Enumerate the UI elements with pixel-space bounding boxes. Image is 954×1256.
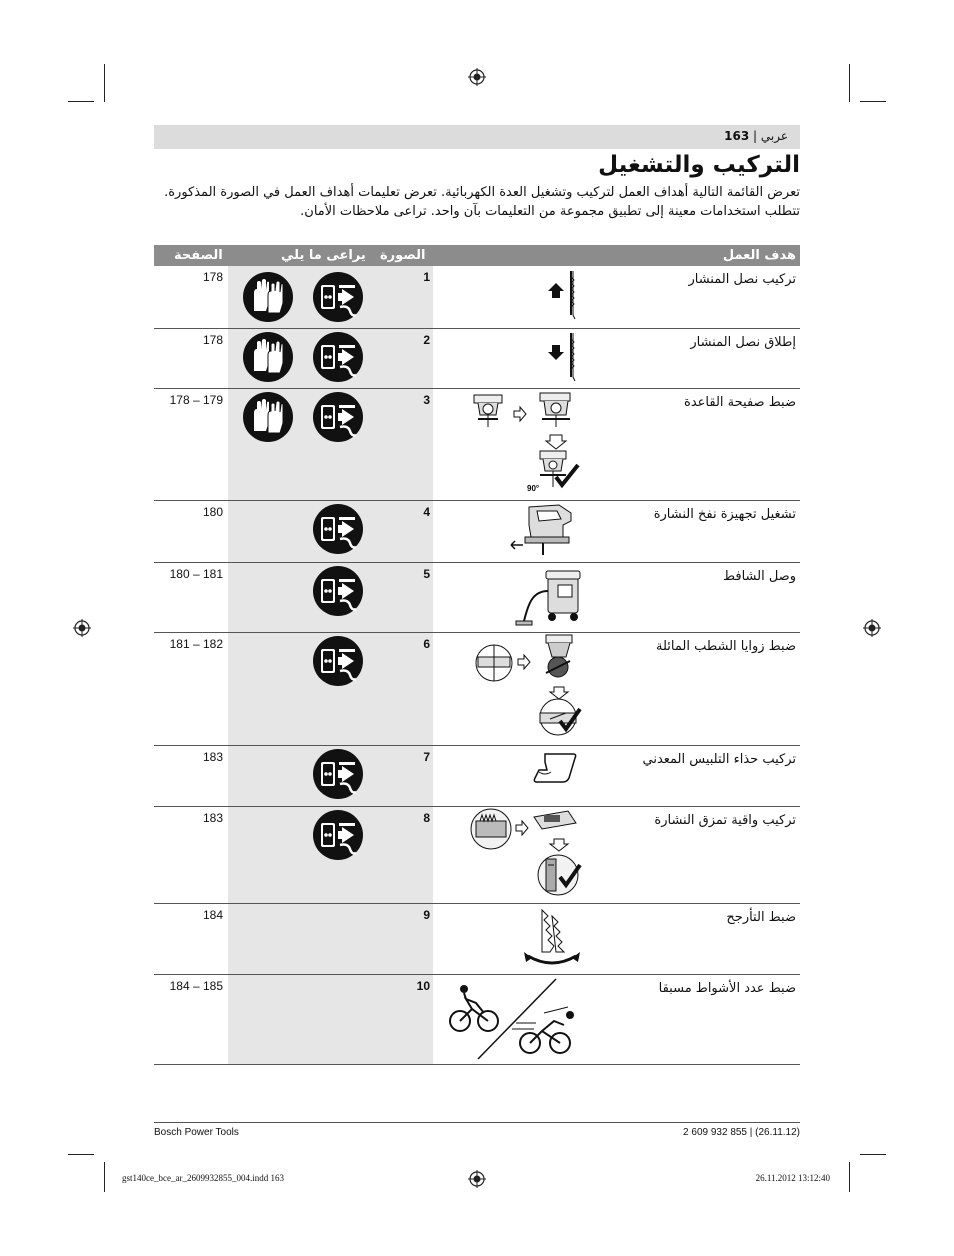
- crop-mark: [68, 1154, 94, 1155]
- task-label: تركيب واقية تمزق النشارة: [654, 813, 796, 828]
- page-ref: 178: [202, 270, 223, 284]
- unplug-icon: [312, 809, 364, 861]
- figure-number: 6: [423, 637, 430, 651]
- task-label: تركيب حذاء التلبيس المعدني: [642, 752, 796, 767]
- page-ref: 178: [202, 333, 223, 347]
- figure-number: 9: [423, 908, 430, 922]
- figure-number: 2: [423, 333, 430, 347]
- figure-number: 5: [423, 567, 430, 581]
- table-row: [154, 904, 800, 975]
- header-language: عربي: [760, 129, 788, 143]
- unplug-icon: [312, 503, 364, 555]
- unplug-icon: [312, 391, 364, 443]
- blade-insert-icon: [539, 269, 589, 323]
- table-row: [154, 266, 800, 329]
- page-title: التركيب والتشغيل: [598, 152, 800, 178]
- page-ref: 184: [202, 908, 223, 922]
- unplug-icon: [312, 635, 364, 687]
- footer-doc-number: 2 609 932 855 | (26.11.12): [683, 1127, 800, 1138]
- unplug-icon: [312, 271, 364, 323]
- crop-mark: [68, 101, 94, 102]
- task-label: إطلاق نصل المنشار: [690, 335, 796, 350]
- unplug-icon: [312, 748, 364, 800]
- table-row: [154, 389, 800, 501]
- registration-mark-icon: [73, 619, 91, 637]
- figure-number: 7: [423, 750, 430, 764]
- task-label: وصل الشافط: [723, 569, 796, 584]
- bevel-angle-icon: [474, 633, 584, 741]
- page-ref: 183: [202, 750, 223, 764]
- page-ref: 178 – 179: [169, 393, 223, 407]
- table-row: [154, 563, 800, 633]
- crop-mark: [860, 1154, 886, 1155]
- header-text: عربي | 163: [724, 129, 788, 143]
- registration-mark-icon: [468, 68, 486, 86]
- figure-number: 1: [423, 270, 430, 284]
- crop-mark: [104, 1162, 105, 1192]
- figure-number: 10: [416, 979, 430, 993]
- gloves-icon: [242, 271, 294, 323]
- column-header-task: هدف العمل: [722, 248, 796, 263]
- stroke-rate-icon: [444, 977, 584, 1061]
- angle-label: 90°: [527, 484, 540, 493]
- crop-mark: [849, 1162, 850, 1192]
- page-number: 163: [724, 129, 750, 143]
- page-ref: 181 – 182: [169, 637, 223, 651]
- page-ref: 184 – 185: [169, 979, 223, 993]
- unplug-icon: [312, 565, 364, 617]
- crop-mark: [860, 101, 886, 102]
- table-row: [154, 633, 800, 746]
- figure-number: 4: [423, 505, 430, 519]
- task-label: تشغيل تجهيزة نفخ النشارة: [653, 507, 796, 522]
- table-row: [154, 807, 800, 904]
- table-row: [154, 746, 800, 807]
- figure-number: 8: [423, 811, 430, 825]
- cover-shoe-icon: [529, 750, 584, 786]
- figure-number: 3: [423, 393, 430, 407]
- registration-mark-icon: [468, 1170, 486, 1188]
- table-row: [154, 501, 800, 563]
- column-header-figure: الصورة: [380, 248, 426, 263]
- blade-release-icon: [539, 331, 589, 385]
- task-label: ضبط صفيحة القاعدة: [684, 395, 796, 410]
- crop-mark: [849, 64, 850, 102]
- page-header: [154, 125, 800, 149]
- column-header-observe: يراعى ما يلي: [281, 248, 366, 263]
- table-row: [154, 975, 800, 1065]
- table-row: [154, 329, 800, 389]
- splinter-guard-icon: [468, 807, 583, 901]
- footer-brand: Bosch Power Tools: [154, 1127, 239, 1138]
- registration-mark-icon: [863, 619, 881, 637]
- orbital-action-icon: [522, 906, 582, 972]
- gloves-icon: [242, 391, 294, 443]
- jigsaw-blower-icon: [509, 501, 579, 559]
- task-label: ضبط زوايا الشطب المائلة: [656, 639, 796, 654]
- gloves-icon: [242, 331, 294, 383]
- page-ref: 180: [202, 505, 223, 519]
- task-label: تركيب نصل المنشار: [688, 272, 796, 287]
- print-slug-date: 26.11.2012 13:12:40: [755, 1173, 830, 1183]
- task-label: ضبط التأرجح: [726, 910, 796, 925]
- footer-rule: [154, 1122, 800, 1123]
- crop-mark: [104, 64, 105, 102]
- page-ref: 183: [202, 811, 223, 825]
- column-header-page: الصفحة: [174, 248, 223, 263]
- print-slug-file: gst140ce_bce_ar_2609932855_004.indd 163: [122, 1173, 284, 1183]
- unplug-icon: [312, 331, 364, 383]
- task-label: ضبط عدد الأشواط مسبقا: [658, 981, 796, 996]
- table-header: [154, 245, 800, 266]
- base-plate-icon: [470, 389, 585, 497]
- vacuum-cleaner-icon: [514, 565, 584, 629]
- intro-paragraph: تعرض القائمة التالية أهداف العمل لتركيب وتشغيل العدة الكهربائية. تعرض تعليمات أهداف العمل في الصورة المذكورة. تتطلب استخدامات معينة إلى تطبيق مجموعة من التعليمات بآن واحد. تراعى ملاحظات الأمان.: [164, 185, 800, 219]
- page-ref: 180 – 181: [169, 567, 223, 581]
